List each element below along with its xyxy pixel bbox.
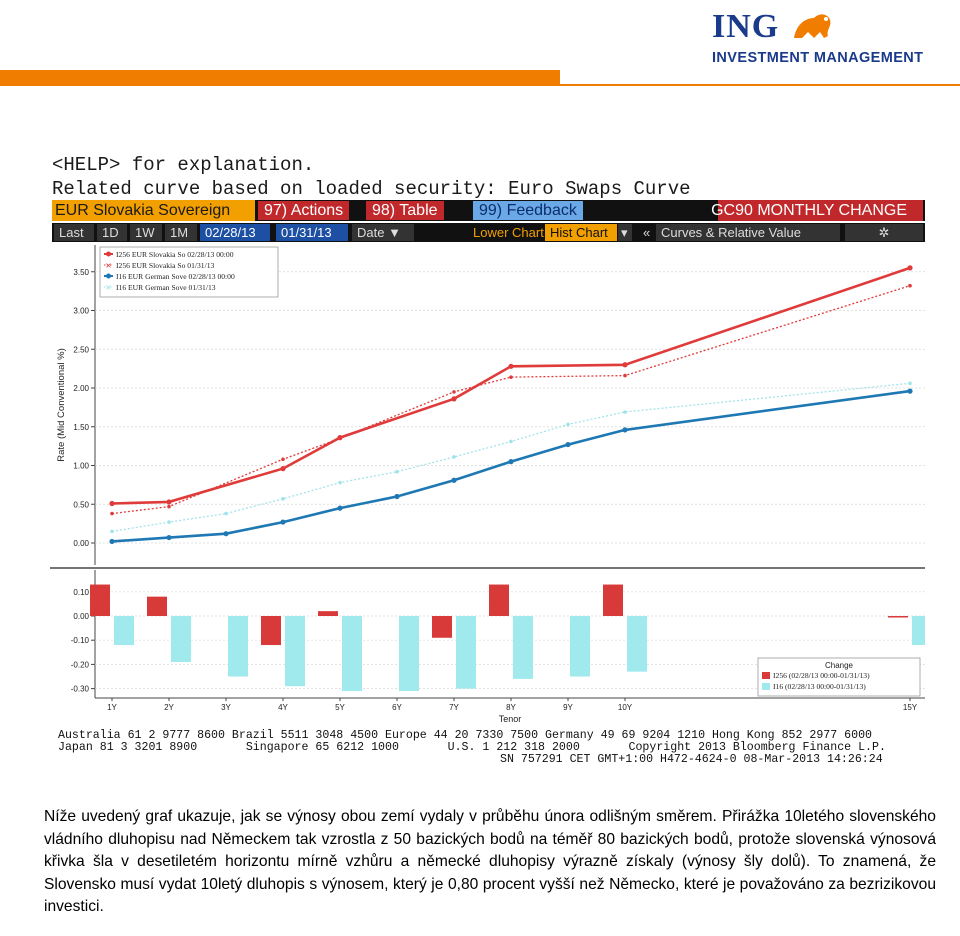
y-tick-label: 3.00 — [73, 306, 89, 316]
series-point-3 — [110, 530, 114, 534]
lower-y-tick-label: -0.10 — [70, 636, 89, 646]
series-point-2 — [223, 531, 228, 536]
y-tick-label: 1.00 — [73, 461, 89, 471]
1w-button[interactable]: 1W — [130, 224, 162, 241]
x-axis-label: Tenor — [498, 714, 522, 724]
bar-germany — [285, 616, 305, 686]
help-text: for explanation. — [120, 154, 315, 176]
actions-button[interactable]: 97) Actions — [258, 201, 349, 220]
lion-icon — [790, 8, 834, 44]
bar-slovakia — [888, 616, 908, 618]
series-point-1 — [338, 437, 342, 441]
lower-legend-swatch — [762, 683, 770, 690]
bar-germany — [171, 616, 191, 662]
series-point-3 — [452, 455, 456, 459]
series-point-1 — [167, 505, 171, 509]
series-point-3 — [908, 382, 912, 386]
bar-slovakia — [432, 616, 452, 638]
bar-germany — [399, 616, 419, 691]
footer-line-2: Japan 81 3 3201 8900 Singapore 65 6212 1000 U.S. 1 212 318 2000 Copyright 2013 Bloomberg Finance L.P. — [58, 741, 886, 754]
lower-legend — [758, 658, 920, 696]
legend-entry: I256 EUR Slovakia So 02/28/13 00:00 — [116, 250, 234, 259]
series-point-0 — [166, 499, 171, 504]
upper-chart — [56, 245, 925, 565]
lower-legend-title: Change — [824, 661, 854, 670]
yield-curve-chart — [50, 150, 925, 770]
security-field[interactable]: EUR Slovakia Sovereign — [52, 200, 255, 221]
series-point-0 — [622, 362, 627, 367]
bar-slovakia — [261, 616, 281, 645]
lower-chart — [50, 568, 925, 724]
series-point-3 — [509, 440, 513, 444]
series-point-1 — [623, 374, 627, 378]
lower-y-tick-label: -0.20 — [70, 660, 89, 670]
header-orange-bar — [0, 70, 560, 86]
series-point-2 — [622, 427, 627, 432]
series-point-3 — [395, 470, 399, 474]
bar-germany — [114, 616, 134, 645]
help-key[interactable]: <HELP> — [52, 154, 121, 176]
lower-y-tick-label: -0.30 — [70, 684, 89, 694]
date1-field[interactable]: 02/28/13 — [200, 224, 270, 241]
series-point-2 — [565, 442, 570, 447]
x-tick-label: 1Y — [107, 703, 117, 712]
x-tick-label: 8Y — [506, 703, 516, 712]
bar-germany — [627, 616, 647, 672]
series-point-3 — [566, 423, 570, 427]
bar-germany — [513, 616, 533, 679]
lower-y-tick-label: 0.10 — [73, 587, 89, 597]
series-point-2 — [508, 459, 513, 464]
lower-legend-entry: I256 (02/28/13 00:00-01/31/13) — [773, 671, 870, 680]
date2-field[interactable]: 01/31/13 — [276, 224, 348, 241]
gear-icon[interactable]: ✲ — [845, 224, 923, 241]
series-point-3 — [623, 410, 627, 414]
y-tick-label: 0.00 — [73, 539, 89, 548]
lower-chart-label: Lower Chart — [473, 225, 544, 240]
terminal-footer — [58, 729, 886, 766]
caption-text: Níže uvedený graf ukazuje, jak se výnosy obou zemí vydaly v průběhu února odlišným směrem. Přirážka 10letého slovenského vládního dluhopisu nad Německem tak vzrostla z 50 bazických bodů na téměř 80 bazických bodů, protože slovenská výnosová křivka šla v desetiletém horizontu mírně vzhůru a německé dluhopisy výrazně získaly (výnosy šly dolů). To znamená, že Slovensko musí vydat 10letý dluhopis s výnosem, který je 0,80 procent vyšší než Německo, které je považováno za bezrizikovou investici. — [44, 808, 936, 915]
series-point-2 — [394, 494, 399, 499]
x-tick-label: 15Y — [902, 703, 918, 712]
series-point-1 — [452, 390, 456, 394]
bar-slovakia — [489, 585, 509, 616]
series-point-0 — [109, 501, 114, 506]
series-point-2 — [337, 506, 342, 511]
legend-marker: × — [105, 283, 112, 292]
header-orange-line — [560, 84, 960, 86]
legend-entry: I256 EUR Slovakia So 01/31/13 — [116, 261, 215, 270]
legend — [100, 247, 278, 297]
x-tick-label: 6Y — [392, 703, 402, 712]
series-point-2 — [280, 519, 285, 524]
collapse-icon[interactable]: « — [643, 225, 651, 240]
y-tick-label: 1.50 — [73, 422, 89, 432]
series-point-2 — [907, 389, 912, 394]
bar-germany — [456, 616, 476, 689]
legend-marker — [106, 274, 111, 279]
y-tick-label: 2.50 — [73, 345, 89, 355]
lower-legend-swatch — [762, 672, 770, 679]
x-tick-label: 9Y — [563, 703, 573, 712]
legend-marker: × — [105, 261, 112, 270]
y-tick-label: 2.00 — [73, 384, 89, 393]
legend-entry: I16 EUR German Sove 02/28/13 00:00 — [116, 272, 235, 281]
logo-wordmark: ING — [712, 8, 780, 45]
series-point-1 — [908, 284, 912, 288]
series-point-0 — [508, 364, 513, 369]
date-menu[interactable]: Date ▼ — [352, 224, 414, 241]
last-button[interactable]: Last — [54, 224, 94, 241]
series-point-2 — [109, 539, 114, 544]
x-tick-label: 4Y — [278, 703, 288, 712]
series-point-3 — [224, 512, 228, 516]
y-tick-label: 0.50 — [73, 500, 89, 510]
bar-germany — [228, 616, 248, 677]
x-tick-label: 5Y — [335, 703, 345, 712]
series-point-0 — [451, 396, 456, 401]
x-tick-label: 7Y — [449, 703, 459, 712]
bar-slovakia — [603, 585, 623, 616]
bar-germany — [570, 616, 590, 677]
series-point-2 — [166, 535, 171, 540]
hist-chart-select[interactable]: Hist Chart — [545, 224, 617, 241]
series-point-3 — [167, 520, 171, 524]
y-tick-label: 3.50 — [73, 267, 89, 277]
lower-legend-entry: I16 (02/28/13 00:00-01/31/13) — [773, 682, 866, 691]
table-button[interactable]: 98) Table — [366, 201, 444, 220]
1m-button[interactable]: 1M — [165, 224, 197, 241]
lower-y-tick-label: 0.00 — [73, 612, 89, 621]
footer-line-3: SN 757291 CET GMT+1:00 H472-4624-0 08-Mar-2013 14:26:24 — [500, 753, 883, 766]
bar-slovakia — [147, 597, 167, 616]
ing-logo — [708, 6, 958, 68]
bar-slovakia — [318, 611, 338, 616]
series-point-2 — [451, 478, 456, 483]
related-curve-line: Related curve based on loaded security: Euro Swaps Curve — [52, 178, 691, 200]
series-point-0 — [907, 265, 912, 270]
series-point-1 — [281, 458, 285, 462]
curves-relative-value-button[interactable]: Curves & Relative Value — [656, 224, 840, 241]
chevron-down-icon[interactable]: ▾ — [618, 224, 632, 241]
bar-slovakia — [90, 585, 110, 616]
footer-line-1: Australia 61 2 9777 8600 Brazil 5511 3048 4500 Europe 44 20 7330 7500 Germany 49 69 9204 1210 Hong Kong 852 2977 6000 — [58, 729, 873, 742]
series-point-0 — [280, 466, 285, 471]
bar-germany — [342, 616, 362, 691]
bar-germany — [912, 616, 925, 645]
bloomberg-terminal — [50, 150, 925, 770]
series-point-1 — [509, 375, 513, 379]
series-point-3 — [338, 481, 342, 485]
x-tick-label: 2Y — [164, 703, 174, 712]
x-tick-label: 10Y — [617, 703, 633, 712]
y-axis-label: Rate (Mid Conventional %) — [56, 348, 67, 462]
legend-entry: I16 EUR German Sove 01/31/13 — [116, 283, 216, 292]
logo-subtitle: INVESTMENT MANAGEMENT — [712, 50, 924, 66]
series-point-3 — [281, 497, 285, 501]
series-point-1 — [110, 512, 114, 516]
1d-button[interactable]: 1D — [97, 224, 127, 241]
gc90-title: GC90 MONTHLY CHANGE — [711, 202, 907, 219]
x-tick-label: 3Y — [221, 703, 231, 712]
feedback-button[interactable]: 99) Feedback — [473, 201, 583, 220]
legend-marker — [106, 252, 111, 257]
